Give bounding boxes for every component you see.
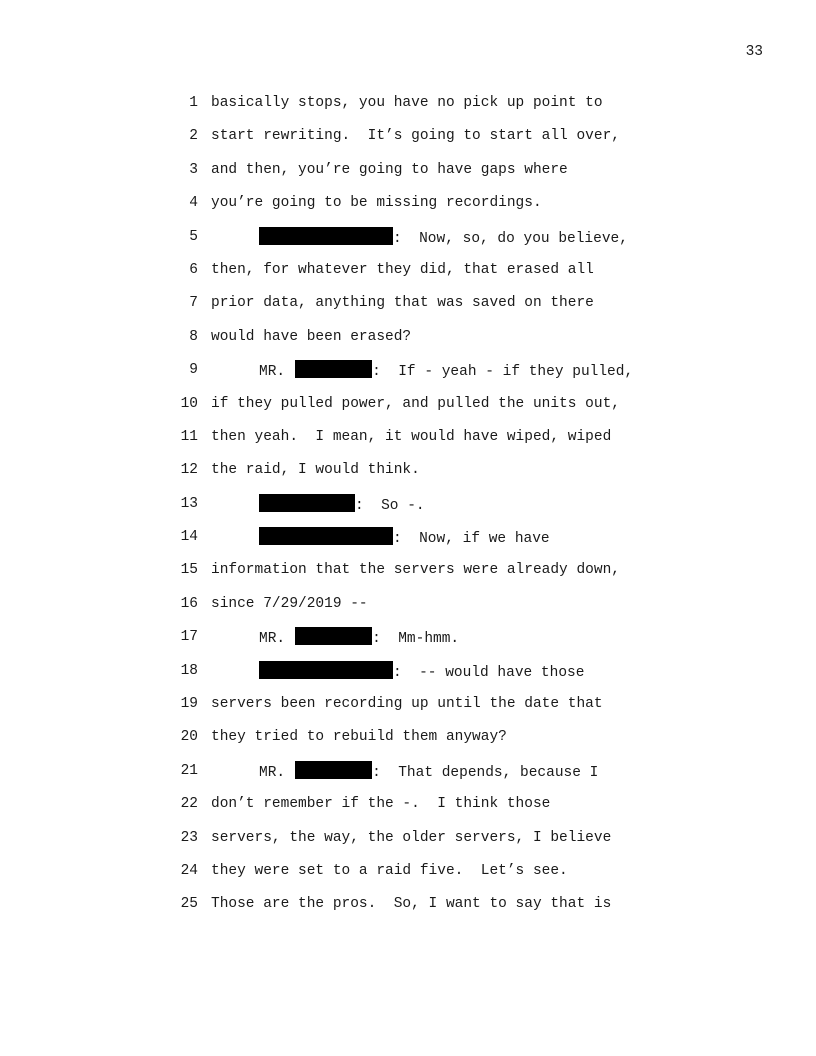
speaker-prefix: MR. — [259, 364, 286, 381]
transcript-line — [170, 93, 690, 126]
speech-text: : Mm-hmm. — [372, 631, 460, 648]
transcript-line — [170, 594, 690, 627]
line-number: 18 — [180, 662, 198, 679]
line-text: servers been recording up until the date that — [211, 696, 603, 713]
line-number: 16 — [180, 595, 198, 612]
speaker-line — [259, 360, 633, 382]
line-text: prior data, anything that was saved on there — [211, 295, 594, 312]
line-text: the raid, I would think. — [211, 462, 420, 479]
speaker-prefix: MR. — [259, 631, 286, 648]
line-number: 2 — [189, 128, 198, 145]
line-text: Those are the pros. So, I want to say that is — [211, 896, 612, 913]
line-number: 11 — [180, 428, 198, 445]
line-number: 20 — [180, 729, 198, 746]
redaction-box — [259, 494, 355, 512]
redaction-box — [295, 761, 372, 779]
line-number: 6 — [189, 261, 198, 278]
transcript-line — [170, 627, 690, 660]
transcript-line — [170, 861, 690, 894]
line-text: and then, you’re going to have gaps where — [211, 161, 568, 178]
transcript-line — [170, 260, 690, 293]
transcript-line — [170, 394, 690, 427]
transcript-line — [170, 894, 690, 927]
line-number: 14 — [180, 529, 198, 546]
speaker-line — [259, 627, 459, 649]
redaction-box — [259, 527, 393, 545]
transcript-line — [170, 694, 690, 727]
transcript-line — [170, 360, 690, 393]
line-text: would have been erased? — [211, 328, 412, 345]
transcript-line — [170, 293, 690, 326]
line-text: if they pulled power, and pulled the units out, — [211, 395, 620, 412]
speaker-line — [259, 227, 628, 249]
redaction-box — [295, 627, 372, 645]
transcript-line — [170, 560, 690, 593]
speech-text: : -- would have those — [393, 664, 585, 681]
transcript-line — [170, 193, 690, 226]
line-text: don’t remember if the -. I think those — [211, 796, 551, 813]
line-text: information that the servers were already down, — [211, 562, 620, 579]
speaker-prefix: MR. — [259, 764, 286, 781]
line-number: 24 — [180, 862, 198, 879]
line-text: then yeah. I mean, it would have wiped, wiped — [211, 428, 612, 445]
line-number: 1 — [189, 95, 198, 111]
line-text: since 7/29/2019 -- — [211, 595, 368, 612]
speaker-line — [259, 494, 425, 516]
line-number: 3 — [189, 161, 198, 178]
line-number: 23 — [180, 829, 198, 846]
line-number: 17 — [180, 629, 198, 646]
line-text: servers, the way, the older servers, I believe — [211, 829, 612, 846]
transcript-line — [170, 727, 690, 760]
redaction-box — [259, 227, 393, 245]
speech-text: : That depends, because I — [372, 764, 599, 781]
redaction-box — [259, 661, 393, 679]
transcript-line — [170, 794, 690, 827]
page-number: 33 — [745, 44, 763, 60]
line-number: 22 — [180, 796, 198, 813]
line-number: 7 — [189, 295, 198, 312]
transcript-line — [170, 828, 690, 861]
line-number: 13 — [180, 495, 198, 512]
line-number: 15 — [180, 562, 198, 579]
speech-text: : Now, if we have — [393, 531, 550, 548]
line-number: 19 — [180, 696, 198, 713]
transcript-body — [170, 93, 690, 928]
transcript-line — [170, 160, 690, 193]
line-number: 5 — [189, 228, 198, 245]
line-number: 8 — [189, 328, 198, 345]
transcript-line — [170, 527, 690, 560]
transcript-line — [170, 494, 690, 527]
line-number: 25 — [180, 896, 198, 913]
line-text: they were set to a raid five. Let’s see. — [211, 862, 568, 879]
redaction-box — [295, 360, 372, 378]
line-number: 21 — [180, 762, 198, 779]
transcript-line — [170, 227, 690, 260]
line-number: 12 — [180, 462, 198, 479]
line-text: then, for whatever they did, that erased all — [211, 261, 594, 278]
line-number: 10 — [180, 395, 198, 412]
speech-text: : Now, so, do you believe, — [393, 230, 628, 247]
transcript-line — [170, 761, 690, 794]
transcript-line — [170, 427, 690, 460]
line-text: you’re going to be missing recordings. — [211, 195, 542, 212]
speaker-line — [259, 661, 584, 683]
speaker-line — [259, 761, 598, 783]
transcript-line — [170, 327, 690, 360]
line-text: start rewriting. It’s going to start all over, — [211, 128, 620, 145]
transcript-line — [170, 126, 690, 159]
transcript-line — [170, 460, 690, 493]
line-text: basically stops, you have no pick up point to — [211, 95, 603, 111]
speech-text: : If - yeah - if they pulled, — [372, 364, 634, 381]
line-number: 9 — [189, 362, 198, 379]
transcript-line — [170, 661, 690, 694]
line-number: 4 — [189, 195, 198, 212]
line-text: they tried to rebuild them anyway? — [211, 729, 507, 746]
speaker-line — [259, 527, 550, 549]
speech-text: : So -. — [355, 497, 425, 514]
